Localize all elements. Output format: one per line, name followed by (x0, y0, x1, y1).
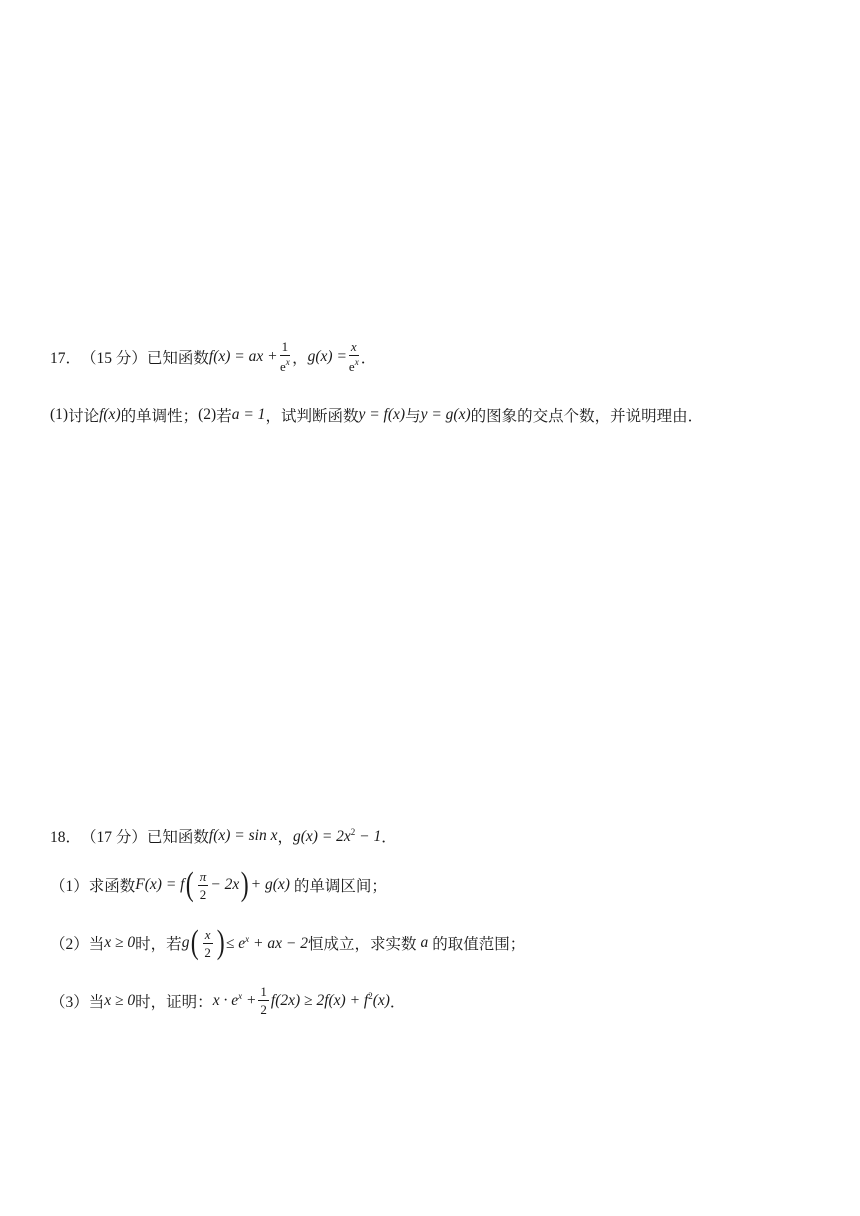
q17-end: ． (360, 349, 377, 367)
q17-p2-c: 与 (405, 408, 421, 425)
q18-s2-d: 的取值范围； (432, 936, 526, 953)
q17-p2-a: 若 (216, 408, 232, 425)
q17-p2-cond: a = 1 (231, 406, 266, 423)
q18-s2-denominator: 2 (204, 944, 211, 960)
q17-p1-b: 的单调性； (120, 408, 199, 425)
q18-s1-denominator: 2 (199, 886, 207, 902)
q17-intro: 已知函数 (146, 349, 209, 367)
q18-s3-expr-a-wrap (213, 991, 257, 1010)
q17-p2-b: ，试判断函数 (265, 408, 359, 425)
q18-s3-expr-c: f(2x) ≥ 2f(x) + f (270, 992, 369, 1009)
q18-s3-expr-b: + (242, 992, 257, 1009)
q17-number: 17． (50, 349, 82, 367)
q18-s2-cond: x ≥ 0 (104, 934, 136, 951)
q18-s2-a: 当 (88, 936, 105, 953)
q17-f-den-exp: x (285, 357, 290, 367)
q18-intro: 已知函数 (146, 829, 209, 846)
q18-s2-ineq-a: ≤ e (225, 934, 246, 952)
q18-s1-fraction (198, 870, 209, 901)
q18-s3-expr-exp: x (238, 991, 243, 1001)
q18-stem (50, 825, 397, 847)
q17-g-den-base: e (348, 359, 355, 374)
q18-s3-fraction (258, 985, 269, 1016)
q18-s3-label: （3） (50, 993, 89, 1011)
q17-g-lhs: g(x) = (307, 347, 347, 365)
q17-score: （15 分） (81, 349, 147, 367)
q17-f-denominator (280, 356, 290, 373)
q18-s1-inner: − 2x (210, 876, 240, 893)
q17-p2-d: 的图象的交点个数，并说明理由． (470, 408, 704, 425)
q17-p2-y1: y = f(x) (358, 406, 406, 423)
q17-g-numerator: x (350, 339, 357, 354)
q18-s1-a: 求函数 (88, 878, 136, 895)
q17-p2-label: (2) (198, 406, 217, 423)
q18-s1-lparen: ( (186, 866, 195, 903)
q17-f-lhs: f(x) = ax + (208, 347, 278, 365)
q17-sep: ， (292, 349, 308, 367)
q17-p1-fx: f(x) (99, 406, 121, 423)
q18-part2 (50, 926, 525, 960)
q18-g-def-b: − 1 (355, 827, 382, 845)
q18-f-def: f(x) = sin x (208, 827, 278, 844)
q17-stem (50, 340, 376, 373)
q18-s1-F: F(x) = f (135, 876, 185, 893)
q18-s3-expr-a: x · e (212, 992, 239, 1009)
q18-s3-expr-d: (x) (372, 992, 390, 1009)
q18-s2-ineq-b: + ax − 2 (249, 934, 308, 952)
q18-s2-fraction (203, 928, 213, 959)
q18-s3-cond: x ≥ 0 (104, 991, 136, 1009)
q18-s2-numerator: x (204, 926, 211, 942)
q17-g-fraction (349, 340, 359, 373)
q18-s3-numerator: 1 (260, 984, 267, 999)
q18-s2-ineq (226, 934, 308, 953)
q17-g-den-exp: x (354, 357, 359, 367)
q18-g-def-a: g(x) = 2x (293, 827, 351, 845)
q18-s3-denominator: 2 (260, 1002, 267, 1017)
q18-s2-g: g (181, 934, 190, 951)
q18-s2-ineq-exp: x (245, 933, 250, 944)
q17-f-den-base: e (279, 359, 286, 374)
q18-number: 18． (50, 829, 82, 846)
q18-s3-b: 时，证明： (135, 993, 213, 1011)
q17-f-fraction (280, 340, 291, 373)
q18-s2-b: 时，若 (135, 936, 182, 953)
q18-s3-expr-exp2: 2 (368, 991, 373, 1001)
q17-parts (50, 404, 703, 426)
q18-s2-var: a (420, 934, 429, 951)
q18-s1-b: 的单调区间； (293, 878, 387, 895)
q18-score: （17 分） (81, 829, 147, 846)
q18-s1-label: （1） (50, 878, 89, 895)
q18-g-def-exp: 2 (350, 826, 356, 837)
q18-s3-expr-c-wrap (271, 991, 390, 1010)
q18-s2-label: （2） (50, 936, 89, 953)
q18-s2-c: 恒成立，求实数 (307, 936, 417, 953)
q18-s1-numerator: π (199, 868, 207, 884)
q18-end: ． (381, 829, 397, 846)
q18-s1-plus: + g(x) (250, 876, 290, 893)
q18-s3-a: 当 (88, 993, 105, 1011)
q18-s3-end: ． (389, 993, 406, 1011)
q18-s1-rparen: ) (240, 866, 249, 903)
q18-part3 (50, 985, 405, 1016)
q17-g-denominator (349, 356, 359, 373)
q18-s2-rparen: ) (216, 924, 225, 961)
q18-g-def (293, 827, 381, 846)
q18-sep: ， (277, 829, 293, 846)
q17-p1-label: (1) (50, 406, 69, 423)
q17-f-numerator: 1 (281, 339, 289, 354)
q18-part1 (50, 868, 387, 902)
q17-p2-y2: y = g(x) (420, 406, 471, 423)
q17-p1-a: 讨论 (68, 408, 100, 425)
q18-s2-lparen: ( (191, 924, 200, 961)
